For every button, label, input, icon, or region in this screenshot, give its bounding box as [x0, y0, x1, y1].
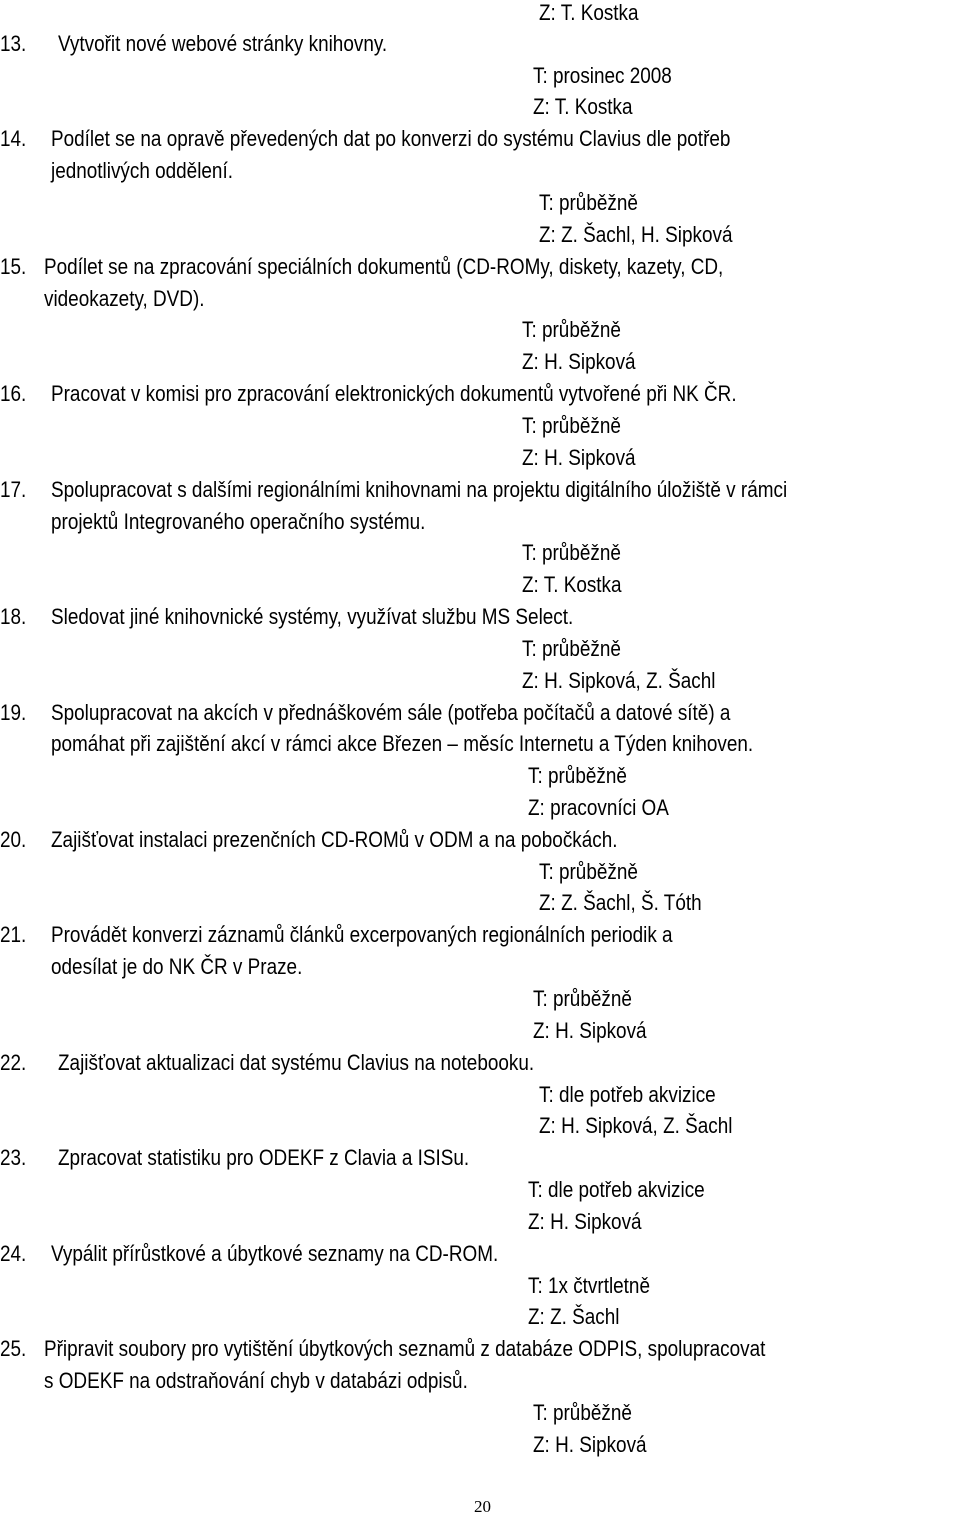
item-23-deadline: T: dle potřeb akvizice	[528, 1177, 705, 1202]
top-assignee: Z: T. Kostka	[539, 0, 639, 25]
item-15-responsible: Z: H. Sipková	[522, 349, 636, 374]
item-17-number: 17.	[0, 477, 27, 502]
item-17-deadline: T: průběžně	[522, 540, 621, 565]
item-24-text: Vypálit přírůstkové a úbytkové seznamy na CD-ROM.	[51, 1241, 499, 1266]
item-22-number: 22.	[0, 1050, 27, 1075]
item-19-responsible: Z: pracovníci OA	[528, 795, 669, 820]
item-19-text-line1: Spolupracovat na akcích v přednáškovém sále (potřeba počítačů a datové sítě) a	[51, 700, 731, 725]
item-18-text: Sledovat jiné knihovnické systémy, využívat službu MS Select.	[51, 604, 574, 629]
item-19-deadline: T: průběžně	[528, 763, 627, 788]
item-25-number: 25.	[0, 1336, 27, 1361]
item-24-deadline: T: 1x čtvrtletně	[528, 1273, 650, 1298]
item-25-text-line1: Připravit soubory pro vytištění úbytkových seznamů z databáze ODPIS, spolupracovat	[44, 1336, 766, 1361]
item-15-text-line1: Podílet se na zpracování speciálních dokumentů (CD-ROMy, diskety, kazety, CD,	[44, 254, 724, 279]
item-21-responsible: Z: H. Sipková	[533, 1018, 647, 1043]
item-20-deadline: T: průběžně	[539, 859, 638, 884]
item-13-deadline: T: prosinec 2008	[533, 63, 672, 88]
item-16-number: 16.	[0, 381, 27, 406]
item-22-responsible: Z: H. Sipková, Z. Šachl	[539, 1113, 733, 1138]
item-14-text-line2: jednotlivých oddělení.	[51, 158, 233, 183]
item-16-deadline: T: průběžně	[522, 413, 621, 438]
item-19-number: 19.	[0, 700, 27, 725]
item-19-text-line2: pomáhat při zajištění akcí v rámci akce Březen – měsíc Internetu a Týden knihoven.	[51, 731, 754, 756]
item-13-number: 13.	[0, 31, 27, 56]
item-21-deadline: T: průběžně	[533, 986, 632, 1011]
item-16-responsible: Z: H. Sipková	[522, 445, 636, 470]
item-21-text-line2: odesílat je do NK ČR v Praze.	[51, 954, 303, 979]
item-24-responsible: Z: Z. Šachl	[528, 1304, 620, 1329]
item-20-text: Zajišťovat instalaci prezenčních CD-ROMů v ODM a na pobočkách.	[51, 827, 618, 852]
item-25-deadline: T: průběžně	[533, 1400, 632, 1425]
item-15-text-line2: videokazety, DVD).	[44, 286, 205, 311]
item-20-number: 20.	[0, 827, 27, 852]
item-23-number: 23.	[0, 1145, 27, 1170]
item-14-deadline: T: průběžně	[539, 190, 638, 215]
item-13-responsible: Z: T. Kostka	[533, 94, 633, 119]
item-22-text: Zajišťovat aktualizaci dat systému Clavius na notebooku.	[58, 1050, 535, 1075]
item-18-number: 18.	[0, 604, 27, 629]
item-21-text-line1: Provádět konverzi záznamů článků excerpovaných regionálních periodik a	[51, 922, 673, 947]
item-14-number: 14.	[0, 126, 27, 151]
item-13-text: Vytvořit nové webové stránky knihovny.	[58, 31, 388, 56]
item-16-text: Pracovat v komisi pro zpracování elektronických dokumentů vytvořené při NK ČR.	[51, 381, 737, 406]
item-17-responsible: Z: T. Kostka	[522, 572, 622, 597]
item-23-text: Zpracovat statistiku pro ODEKF z Clavia a ISISu.	[58, 1145, 470, 1170]
item-20-responsible: Z: Z. Šachl, Š. Tóth	[539, 890, 702, 915]
item-14-text-line1: Podílet se na opravě převedených dat po konverzi do systému Clavius dle potřeb	[51, 126, 731, 151]
item-25-text-line2: s ODEKF na odstraňování chyb v databázi odpisů.	[44, 1368, 468, 1393]
item-24-number: 24.	[0, 1241, 27, 1266]
item-25-responsible: Z: H. Sipková	[533, 1432, 647, 1457]
item-15-number: 15.	[0, 254, 27, 279]
item-18-responsible: Z: H. Sipková, Z. Šachl	[522, 668, 716, 693]
item-23-responsible: Z: H. Sipková	[528, 1209, 642, 1234]
item-22-deadline: T: dle potřeb akvizice	[539, 1082, 716, 1107]
item-17-text-line2: projektů Integrovaného operačního systému.	[51, 509, 426, 534]
item-15-deadline: T: průběžně	[522, 317, 621, 342]
item-17-text-line1: Spolupracovat s dalšími regionálními knihovnami na projektu digitálního úložiště v rámci	[51, 477, 788, 502]
item-21-number: 21.	[0, 922, 27, 947]
page-number: 20	[474, 1497, 491, 1516]
item-18-deadline: T: průběžně	[522, 636, 621, 661]
item-14-responsible: Z: Z. Šachl, H. Sipková	[539, 222, 733, 247]
